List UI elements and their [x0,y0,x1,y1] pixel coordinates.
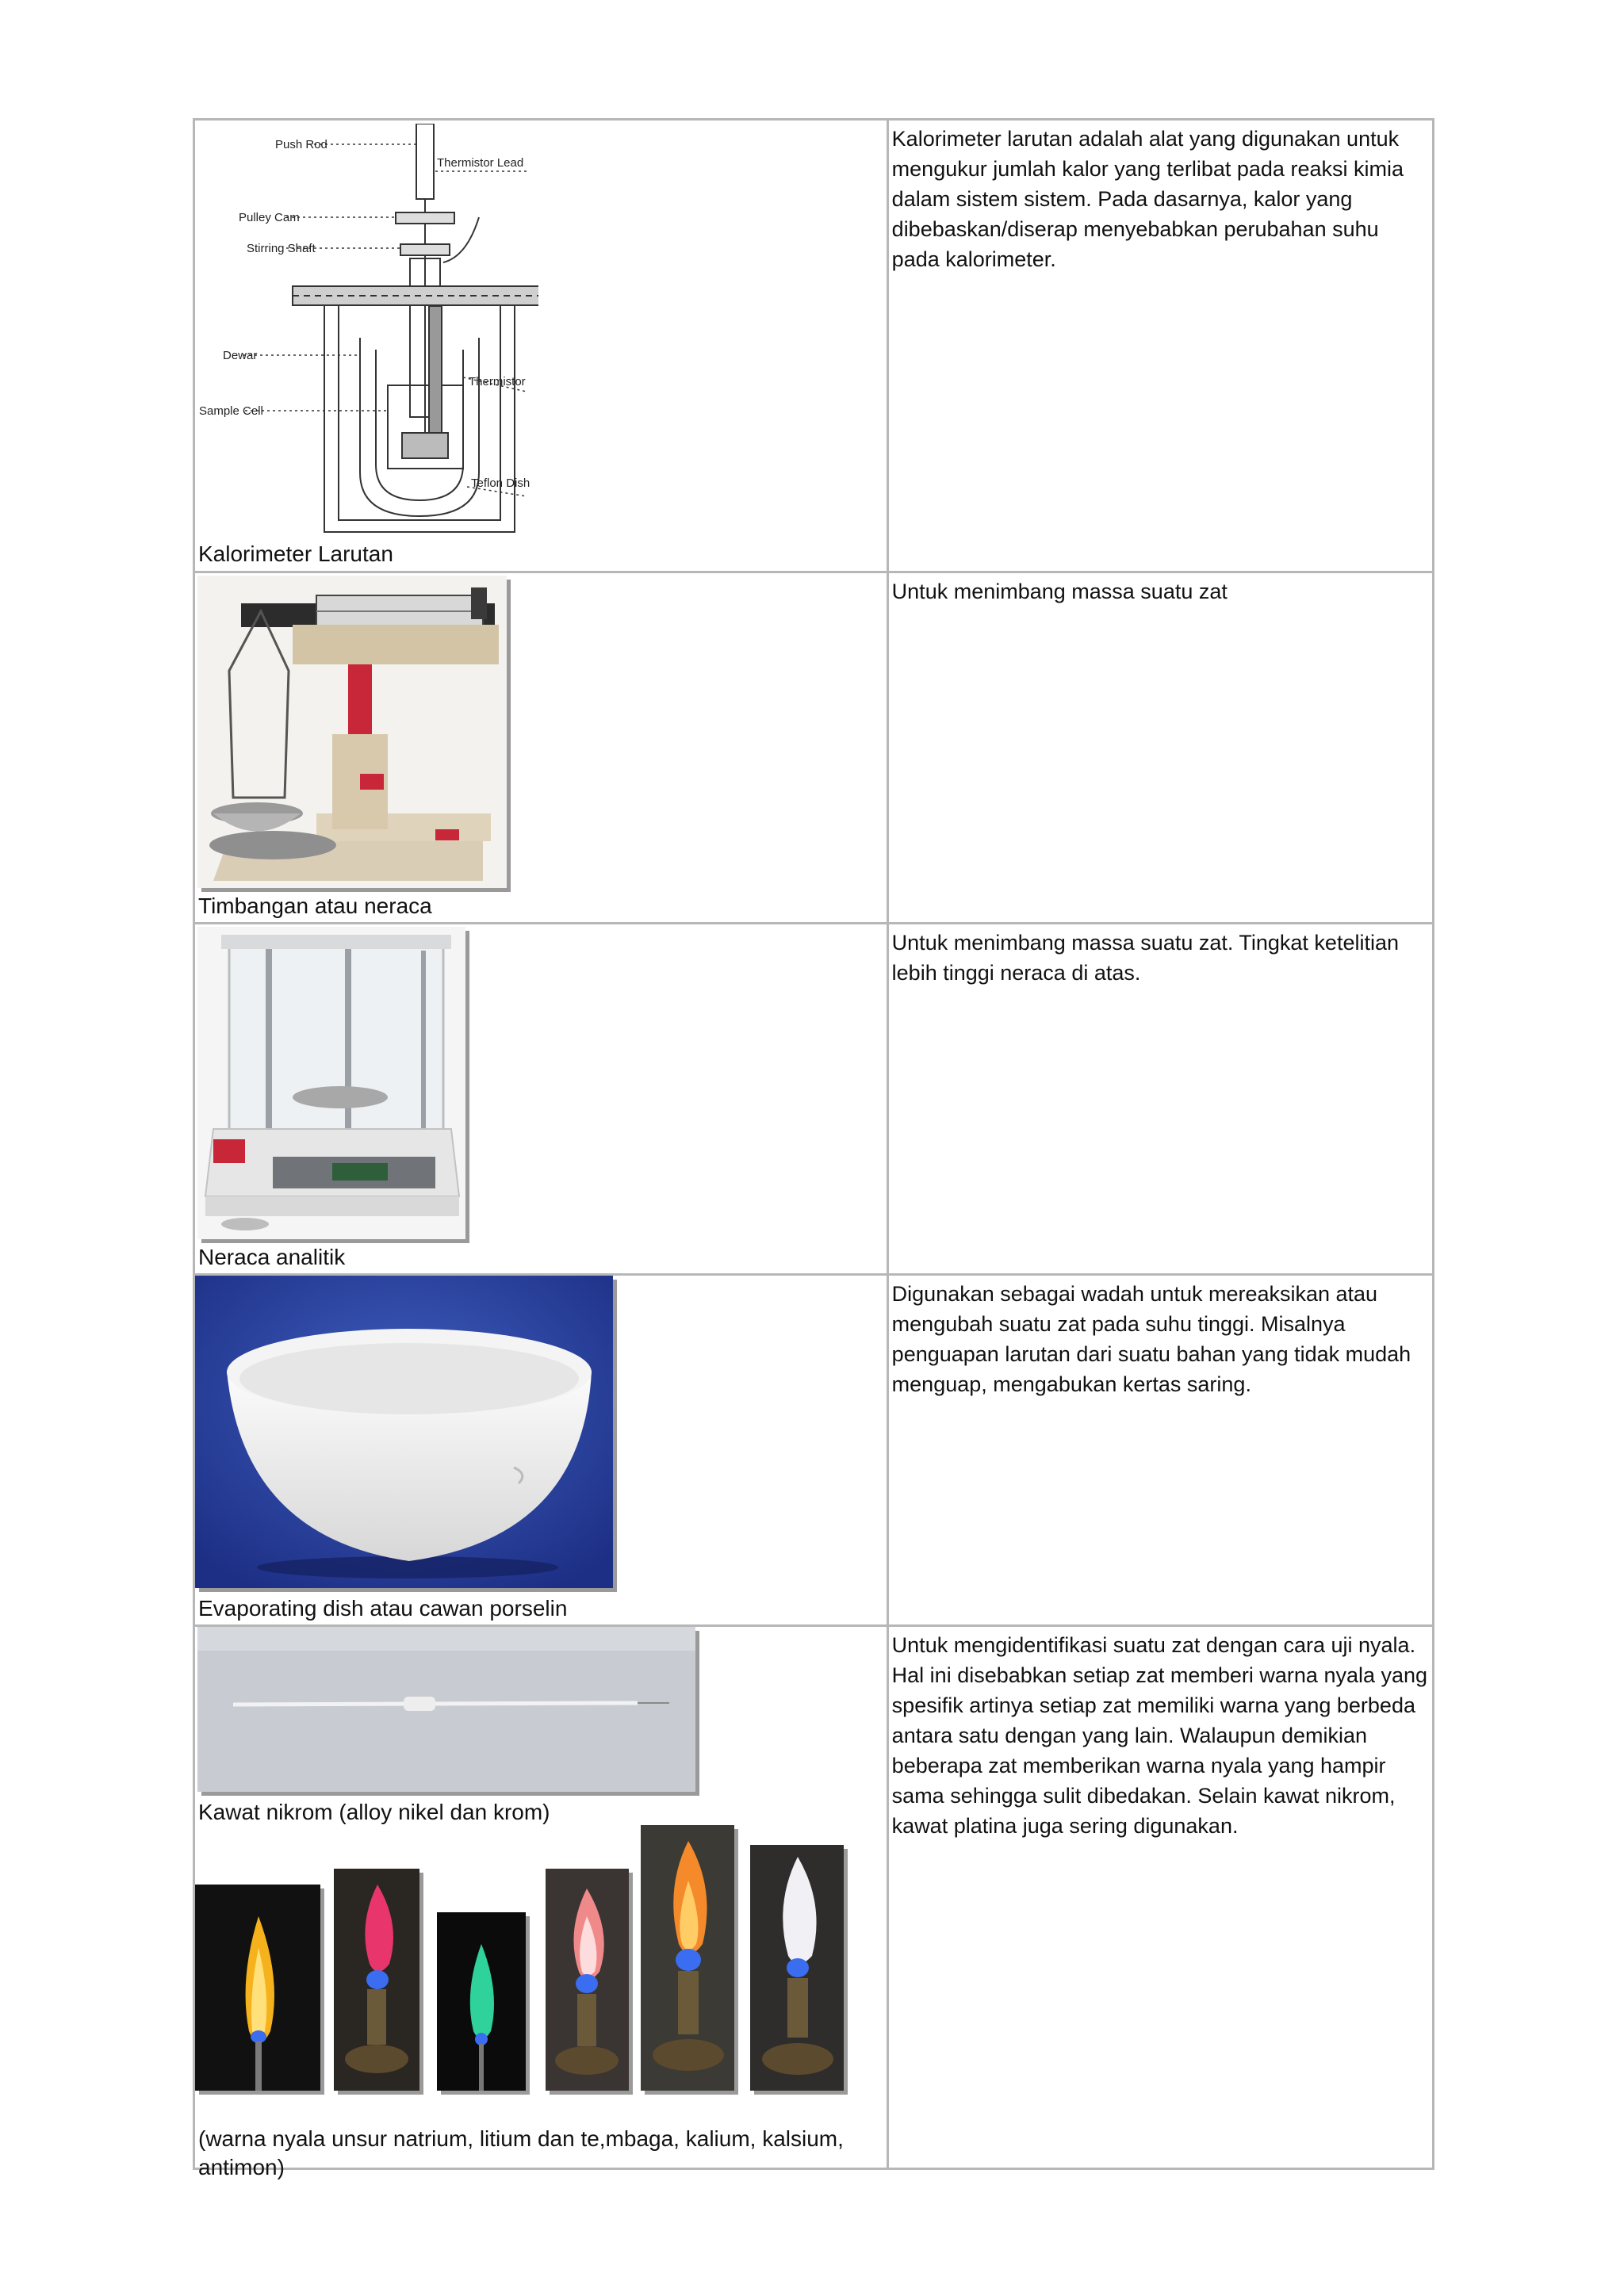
label-teflon-dish: Teflon Dish [471,476,530,490]
image-cell [194,924,888,1275]
analytical-balance-image [197,927,465,1239]
flame-colors-caption: (warna nyala unsur natrium, litium dan te,mbaga, kalium, kalsium, antimon) [198,2126,844,2179]
description-cell [887,120,1433,572]
flame-photo-calcium [641,1825,734,2091]
evaporating-dish-caption: Evaporating dish atau cawan porselin [198,1596,568,1621]
image-cell [194,572,888,924]
label-pulley-cam: Pulley Cam [239,211,300,224]
table-row [194,120,1434,572]
evaporating-dish-image [195,1276,613,1588]
calorimeter-description: Kalorimeter larutan adalah alat yang digunakan untuk mengukur jumlah kalor yang terlibat pada reaksi kimia dalam sistem sistem. Pada dasarnya, kalor yang dibebaskan/diserap menyebabkan perubahan suhu pada kalorimeter. [891,127,1404,271]
balance-caption: Timbangan atau neraca [198,894,432,918]
image-cell [194,1626,888,2179]
label-thermistor-lead: Thermistor Lead [437,156,524,170]
image-cell [194,1275,888,1626]
nichrome-wire-image [197,1627,695,1792]
label-dewar: Dewar [223,349,258,362]
flame-photo-potassium [546,1869,629,2091]
calorimeter-diagram [197,124,538,536]
balance-description: Untuk menimbang massa suatu zat [891,580,1228,603]
description-cell [887,1626,1433,2169]
label-push-rod: Push Rod [275,138,327,151]
analytical-balance-description: Untuk menimbang massa suatu zat. Tingkat ketelitian lebih tinggi neraca di atas. [891,931,1399,985]
table-row [194,572,1434,924]
flame-photo-sodium [195,1885,320,2091]
nichrome-wire-description: Untuk mengidentifikasi suatu zat dengan cara uji nyala. Hal ini disebabkan setiap zat memberi warna nyala yang spesifik artinya setiap zat memiliki warna yang berbeda antara satu dengan yang lain. Walaupun demikian beberapa zat memberikan warna nyala yang hampir sama sehingga sulit dibedakan. Selain kawat nikrom, kawat platina juga sering digunakan. [891,1633,1428,1838]
table-row [194,1626,1434,2169]
flame-photo-copper [437,1912,526,2091]
image-cell [194,120,888,572]
description-cell [887,572,1433,924]
description-cell [887,924,1433,1275]
evaporating-dish-description: Digunakan sebagai wadah untuk mereaksikan atau mengubah suatu zat pada suhu tinggi. Misalnya penguapan larutan dari suatu bahan yang tidak mudah menguap, mengabukan kertas saring. [891,1282,1411,1396]
nichrome-wire-caption: Kawat nikrom (alloy nikel dan krom) [198,1800,550,1824]
label-sample-cell: Sample Cell [199,404,263,418]
table-row [194,1275,1434,1626]
triple-beam-balance-image [197,576,507,888]
equipment-table [193,118,1434,2179]
label-stirring-shaft: Stirring Shaft [247,242,316,255]
calorimeter-caption: Kalorimeter Larutan [198,541,393,566]
flame-test-photos [195,1825,885,2126]
description-cell [887,1275,1433,1626]
flame-photo-lithium [334,1869,419,2091]
analytical-balance-caption: Neraca analitik [198,1245,346,1269]
flame-photo-antimony [750,1845,844,2091]
table-row [194,924,1434,1275]
label-thermistor: Thermistor [469,375,526,388]
